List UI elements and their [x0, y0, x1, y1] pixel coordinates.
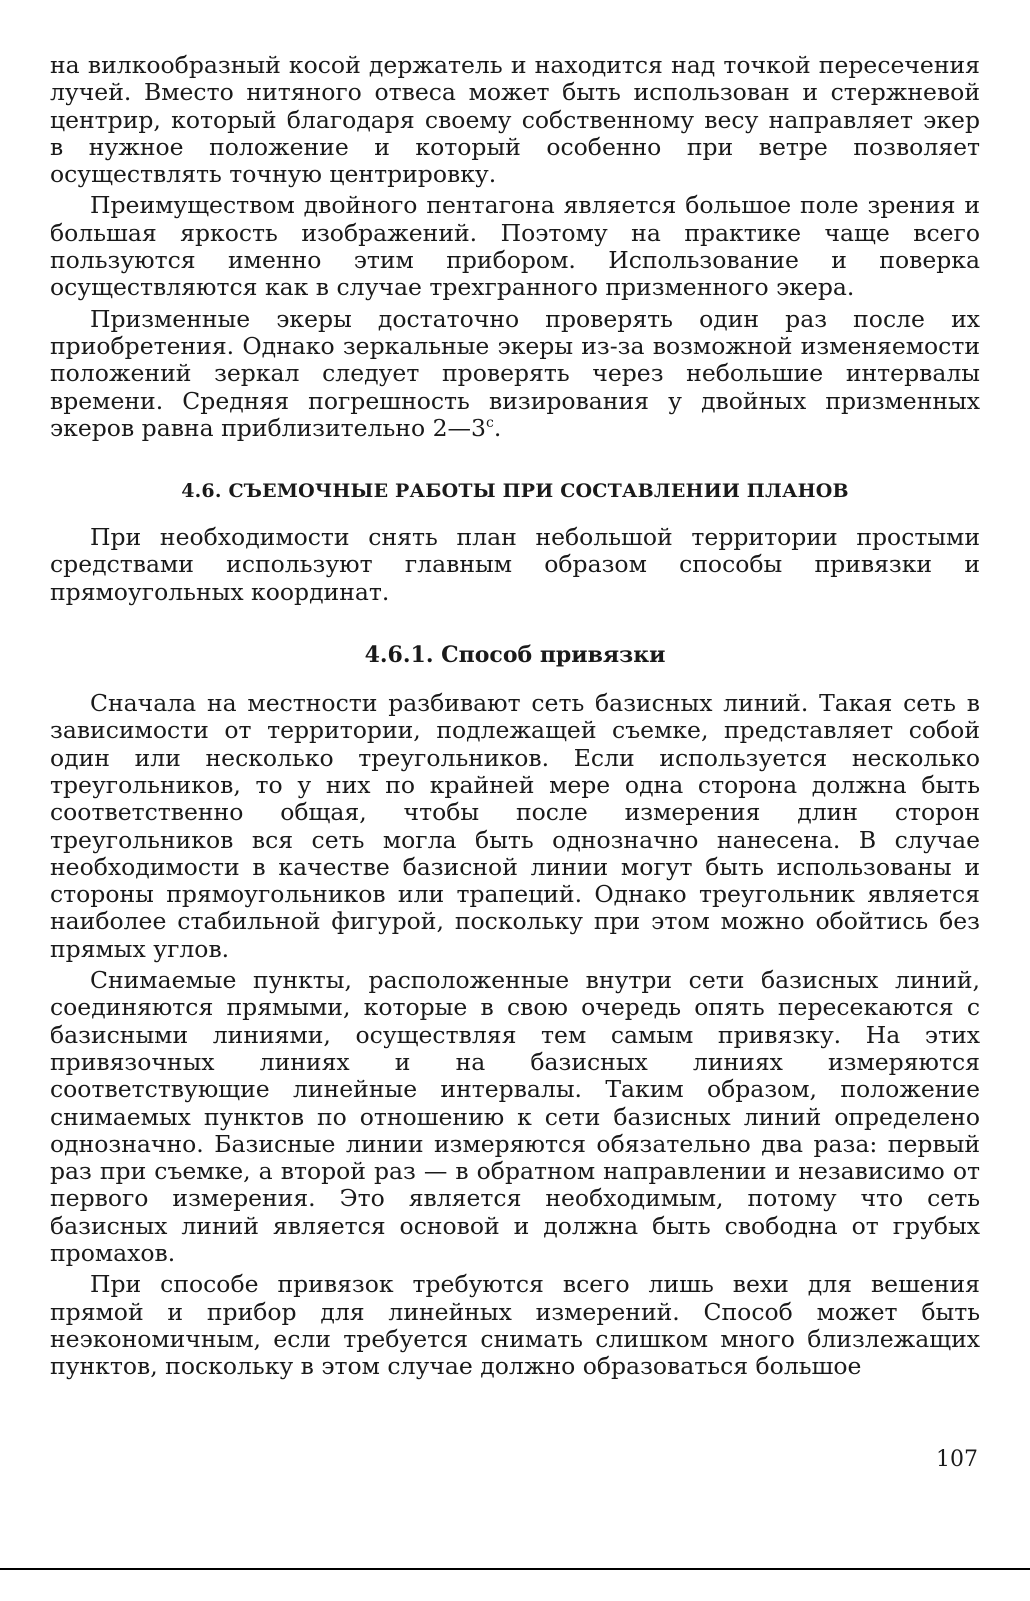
paragraph-tie-lines: Снимаемые пункты, расположенные внутри сети базисных линий, соединяются прямыми, которые в свою очередь опять пересекаются с базисными линиями, осуществляя тем самым привязку. На этих привязочных линиях и на базисных линиях измеряются соответствующие линейные интервалы. Таким образом, положение снимаемых пунктов по отношению к сети базисных линий определено однозначно. Базисные линии измеряются обязательно два раза: первый раз при съемке, а второй раз — в обратном направлении и независимо от первого измерения. Это является необходимым, потому что сеть базисных линий является основой и должна быть свободна от грубых промахов. [50, 966, 980, 1267]
paragraph-prism-check-end: . [493, 413, 502, 442]
paragraph-prism-check [50, 306, 980, 442]
paragraph-continuation: на вилкообразный косой держатель и находится над точкой пересечения лучей. Вместо нитяного отвеса может быть использован и стержневой центрир, который благодаря своему собственному весу направляет экер в нужное положение и который особенно при ветре позволяет осуществлять точную центрировку. [50, 51, 980, 189]
page-number: 107 [936, 1447, 978, 1472]
section-intro: При необходимости снять план небольшой территории простыми средствами используют главным образом способы привязки и прямоугольных координат. [50, 523, 980, 606]
subsection-heading: 4.6.1. Способ привязки [364, 642, 666, 669]
paragraph-instruments: При способе привязок требуются всего лишь вехи для вешения прямой и прибор для линейных измерений. Способ может быть неэкономичным, если требуется снимать слишком много близлежащих пунктов, поскольку в этом случае должно образоваться большое [50, 1270, 980, 1381]
paragraph-base-network: Сначала на местности разбивают сеть базисных линий. Такая сеть в зависимости от территории, подлежащей съемке, представляет собой один или несколько треугольников. Если используется несколько треугольников, то у них по крайней мере одна сторона должна быть соответственно общая, чтобы после измерения длин сторон треугольников вся сеть могла быть однозначно нанесена. В случае необходимости в качестве базисной линии могут быть использованы и стороны прямоугольников или трапеций. Однако треугольник является наиболее стабильной фигурой, поскольку при этом можно обойтись без прямых углов. [50, 689, 980, 963]
book-page [50, 52, 980, 1384]
scan-bottom-edge [0, 1568, 1030, 1570]
paragraph-prism-check-text: Призменные экеры достаточно проверять один раз после их приобретения. Однако зеркальные экеры из-за возможной изменяемости положений зеркал следует проверять через небольшие интервалы времени. Средняя погрешность визирования у двойных призменных экеров равна приблизительно 2—3 [50, 304, 980, 442]
grad-superscript: c [485, 415, 494, 432]
paragraph-double-pentagon: Преимуществом двойного пентагона является большое поле зрения и большая яркость изображений. Поэтому на практике чаще всего пользуются именно этим прибором. Использование и поверка осуществляются как в случае трехгранного призменного экера. [50, 191, 980, 302]
section-heading: 4.6. СЪЕМОЧНЫЕ РАБОТЫ ПРИ СОСТАВЛЕНИИ ПЛАНОВ [181, 480, 849, 503]
